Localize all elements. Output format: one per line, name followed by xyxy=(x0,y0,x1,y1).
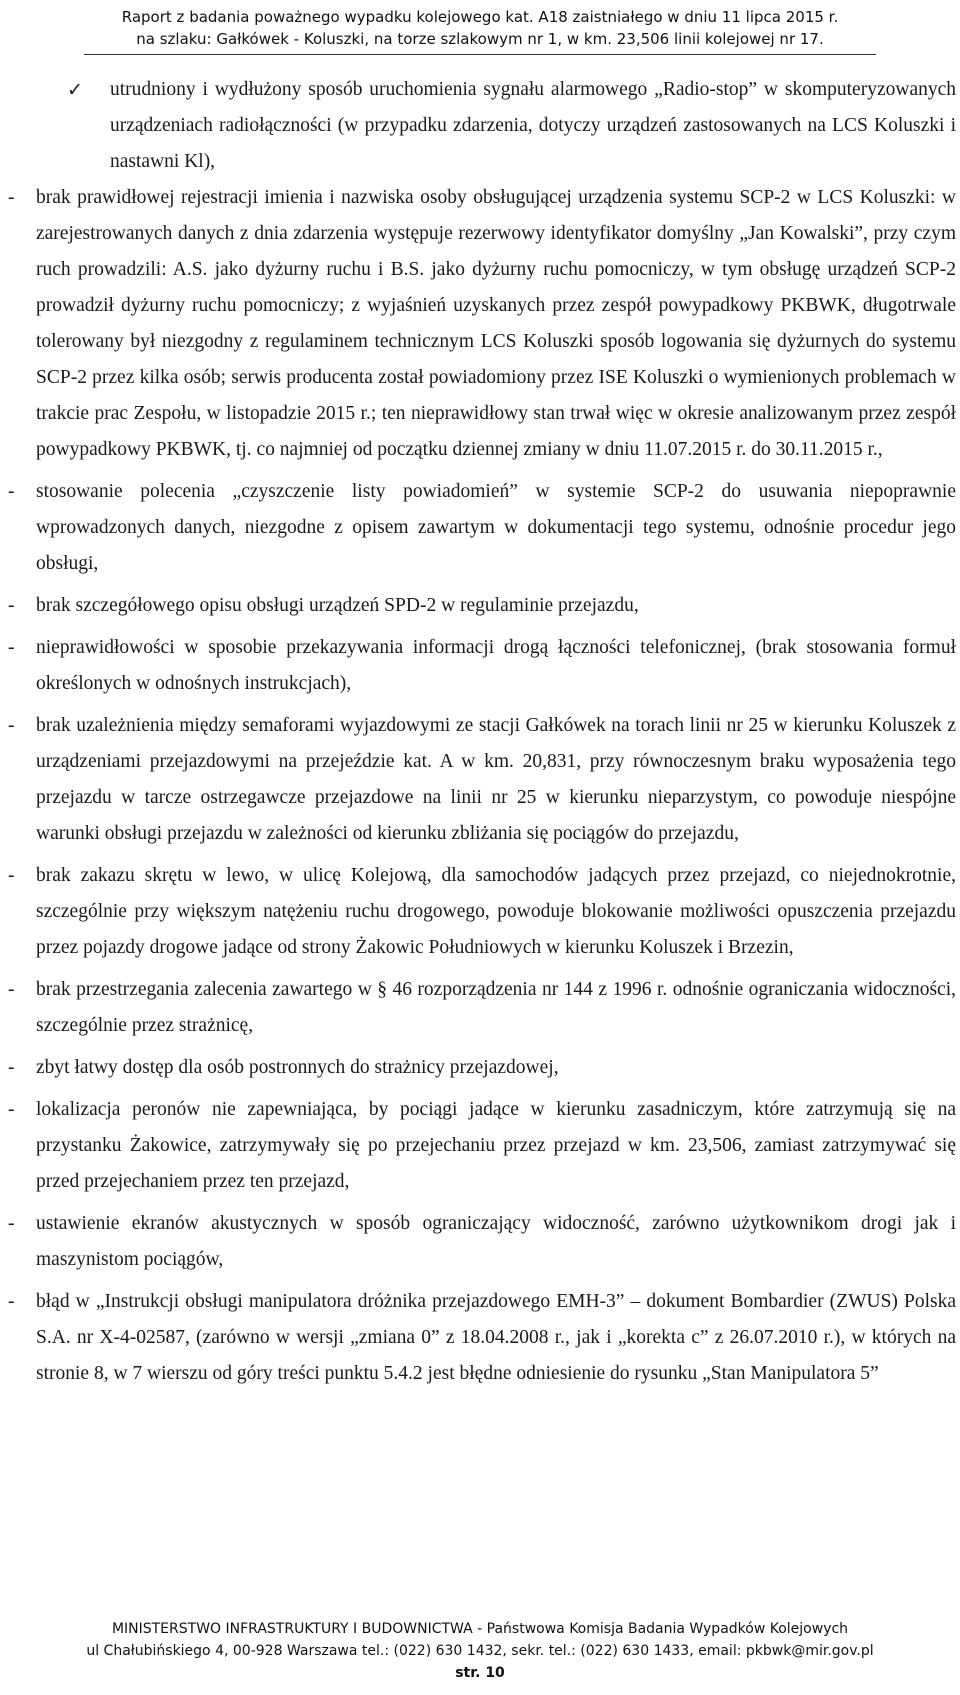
findings-list xyxy=(0,72,960,1392)
bullet-dash: - xyxy=(8,595,15,616)
list-item-text: brak przestrzegania zalecenia zawartego w § 46 rozporządzenia nr 144 z 1996 r. odnośnie ograniczania widoczności, szczególnie przez strażnicę, xyxy=(36,979,956,1036)
list-item-text: brak uzależnienia między semaforami wyjazdowymi ze stacji Gałkówek na torach linii nr 25 w kierunku Koluszek z urządzeniami przejazdowymi na przejeździe kat. A w km. 20,831, przy równoczesnym braku wyposażenia tego przejazdu w tarcze ostrzegawcze przejazdowe na linii nr 25 w kierunku nieparzystym, co powoduje niespójne warunki obsługi przejazdu w zależności od kierunku zbliżania się pociągów do przejazdu, xyxy=(36,715,956,844)
list-item-text: nieprawidłowości w sposobie przekazywania informacji drogą łączności telefonicznej, (brak stosowania formuł określonych w odnośnych instrukcjach), xyxy=(36,637,956,694)
list-item-text: błąd w „Instrukcji obsługi manipulatora dróżnika przejazdowego EMH-3” – dokument Bombardier (ZWUS) Polska S.A. nr X-4-02587, (zarówno w wersji „zmiana 0” z 18.04.2008 r., jak i „korekta c” z 26.07.2010 r.), w których na stronie 8, w 7 wierszu od góry treści punktu 5.4.2 jest błędne odniesienie do rysunku „Stan Manipulatora 5” xyxy=(36,1291,956,1384)
header-divider xyxy=(84,54,876,55)
list-item-text: stosowanie polecenia „czyszczenie listy powiadomień” w systemie SCP-2 do usuwania niepoprawnie wprowadzonych danych, niezgodne z opisem zawartym w dokumentacji tego systemu, odnośnie procedur jego obsługi, xyxy=(36,481,956,574)
bullet-dash: - xyxy=(8,187,15,208)
list-item xyxy=(0,72,960,180)
list-item xyxy=(0,474,960,582)
bullet-dash: - xyxy=(8,481,15,502)
list-item xyxy=(0,1092,960,1200)
bullet-dash: - xyxy=(8,637,15,658)
bullet-dash: - xyxy=(8,1099,15,1120)
checkmark-icon: ✓ xyxy=(67,79,83,101)
list-item xyxy=(0,630,960,702)
list-item-text: brak prawidłowej rejestracji imienia i nazwiska osoby obsługującej urządzenia systemu SCP-2 w LCS Koluszki: w zarejestrowanych danych z dnia zdarzenia występuje rezerwowy identyfikator domyślny „Jan Kowalski”, przy czym ruch prowadzili: A.S. jako dyżurny ruchu i B.S. jako dyżurny ruchu pomocniczy, w tym obsługę urządzeń SCP-2 prowadził dyżurny ruchu pomocniczy; z wyjaśnień uzyskanych przez zespół powypadkowy PKBWK, długotrwale tolerowany był niezgodny z regulaminem technicznym LCS Koluszki sposób logowania się dyżurnych do systemu SCP-2 przez kilka osób; serwis producenta został powiadomiony przez ISE Koluszki o wymienionych problemach w trakcie prac Zespołu, w listopadzie 2015 r.; ten nieprawidłowy stan trwał więc w okresie analizowanym przez zespół powypadkowy PKBWK, tj. co najmniej od początku dziennej zmiany w dniu 11.07.2015 r. do 30.11.2015 r., xyxy=(36,187,956,460)
bullet-dash: - xyxy=(8,1057,15,1078)
footer-institution: MINISTERSTWO INFRASTRUKTURY I BUDOWNICTWA - Państwowa Komisja Badania Wypadków Kolejowych xyxy=(111,1621,849,1637)
bullet-dash: - xyxy=(8,715,15,736)
page-header xyxy=(0,6,960,50)
list-item xyxy=(0,1206,960,1278)
header-location: na szlaku: Gałkówek - Koluszki, na torze szlakowym nr 1, w km. 23,506 linii kolejowej nr 17. xyxy=(136,30,824,48)
list-item xyxy=(0,1050,960,1086)
footer-contact: ul Chałubińskiego 4, 00-928 Warszawa tel.: (022) 630 1432, sekr. tel.: (022) 630 1433, email: pkbwk@mir.gov.pl xyxy=(86,1643,874,1659)
bullet-dash: - xyxy=(8,1291,15,1312)
list-item-text: brak zakazu skrętu w lewo, w ulicę Kolejową, dla samochodów jadących przez przejazd, co niejednokrotnie, szczególnie przy większym natężeniu ruchu drogowego, powoduje blokowanie możliwości opuszczenia przejazdu przez pojazdy drogowe jadące od strony Żakowic Południowych w kierunku Koluszek i Brzezin, xyxy=(36,865,956,958)
list-item-text: ustawienie ekranów akustycznych w sposób ograniczający widoczność, zarówno użytkownikom drogi jak i maszynistom pociągów, xyxy=(36,1213,956,1270)
list-item xyxy=(0,588,960,624)
bullet-dash: - xyxy=(8,979,15,1000)
list-item xyxy=(0,972,960,1044)
header-report-title: Raport z badania poważnego wypadku kolejowego kat. A18 zaistniałego w dniu 11 lipca 2015 r. xyxy=(121,8,839,26)
list-item-text: brak szczegółowego opisu obsługi urządzeń SPD-2 w regulaminie przejazdu, xyxy=(36,595,639,616)
page-number: str. 10 xyxy=(455,1665,505,1681)
list-item xyxy=(0,708,960,852)
list-item xyxy=(0,1284,960,1392)
bullet-dash: - xyxy=(8,1213,15,1234)
list-item-text: utrudniony i wydłużony sposób uruchomienia sygnału alarmowego „Radio-stop” w skomputeryzowanych urządzeniach radiołączności (w przypadku zdarzenia, dotyczy urządzeń zastosowanych na LCS Koluszki i nastawni Kl), xyxy=(110,79,956,172)
list-item xyxy=(0,180,960,468)
list-item-text: zbyt łatwy dostęp dla osób postronnych do strażnicy przejazdowej, xyxy=(36,1057,559,1078)
bullet-dash: - xyxy=(8,865,15,886)
list-item xyxy=(0,858,960,966)
list-item-text: lokalizacja peronów nie zapewniająca, by pociągi jadące w kierunku zasadniczym, które zatrzymują się na przystanku Żakowice, zatrzymywały się po przejechaniu przez przejazd w km. 23,506, zamiast zatrzymywać się przed przejechaniem przez ten przejazd, xyxy=(36,1099,956,1192)
page-footer xyxy=(0,1618,960,1684)
